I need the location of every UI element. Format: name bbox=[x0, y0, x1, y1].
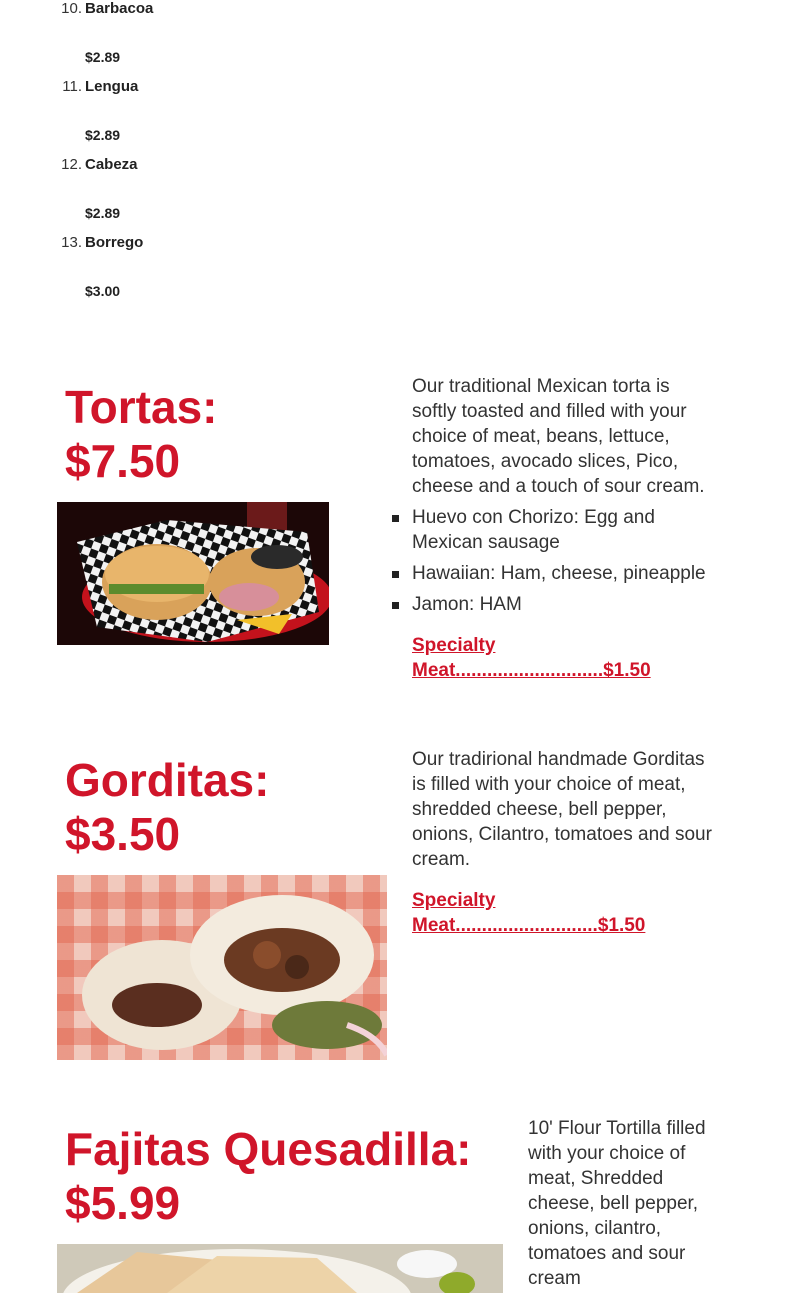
fajitas-title bbox=[65, 1122, 471, 1230]
gordita-image bbox=[57, 875, 387, 1060]
gorditas-title-price: $3.50 bbox=[65, 808, 181, 860]
gorditas-title bbox=[65, 753, 269, 861]
list-item bbox=[0, 156, 400, 234]
specialty-price: Meat............................$1.50 bbox=[412, 660, 651, 681]
list-item: Jamon: HAM bbox=[412, 592, 712, 617]
item-price: $3.00 bbox=[85, 283, 121, 299]
list-item bbox=[0, 78, 400, 156]
item-number: 10. bbox=[61, 0, 82, 17]
list-item: Hawaiian: Ham, cheese, pineapple bbox=[412, 561, 712, 586]
item-number: 12. bbox=[61, 156, 82, 173]
fajitas-title-name: Fajitas Quesadilla: bbox=[65, 1123, 472, 1175]
tortas-options bbox=[412, 505, 712, 623]
fajitas-title-price: $5.99 bbox=[65, 1177, 181, 1229]
tortas-specialty-meat-link[interactable] bbox=[412, 633, 651, 683]
quesadilla-image bbox=[57, 1244, 503, 1293]
list-item bbox=[0, 234, 400, 312]
item-price: $2.89 bbox=[85, 49, 121, 65]
gorditas-title-name: Gorditas: bbox=[65, 754, 270, 806]
tortas-title-name: Tortas: bbox=[65, 381, 218, 433]
tortas-title-price: $7.50 bbox=[65, 435, 181, 487]
item-price: $2.89 bbox=[85, 127, 121, 143]
torta-image bbox=[57, 502, 329, 645]
item-price: $2.89 bbox=[85, 205, 121, 221]
specialty-label: Specialty bbox=[412, 890, 496, 911]
list-item: Huevo con Chorizo: Egg and Mexican sausage bbox=[412, 505, 712, 555]
tortas-title bbox=[65, 380, 218, 488]
item-name: Cabeza bbox=[85, 156, 138, 173]
quesadilla-illustration bbox=[57, 1244, 503, 1293]
item-name: Borrego bbox=[85, 234, 144, 251]
torta-illustration bbox=[57, 502, 329, 645]
item-number: 13. bbox=[61, 234, 82, 251]
item-name: Lengua bbox=[85, 78, 139, 95]
gorditas-description: Our tradirional handmade Gorditas is filled with your choice of meat, shredded cheese, bell pepper, onions, Cilantro, tomatoes and sour cream. bbox=[412, 749, 712, 870]
specialty-label: Specialty bbox=[412, 635, 496, 656]
tortas-description: Our traditional Mexican torta is softly toasted and filled with your choice of meat, beans, lettuce, tomatoes, avocado slices, Pico, cheese and a touch of sour cream. bbox=[412, 376, 705, 497]
item-number: 11. bbox=[62, 78, 82, 95]
fajitas-description: 10' Flour Tortilla filled with your choice of meat, Shredded cheese, bell pepper, onions, cilantro, tomatoes and sour cream bbox=[528, 1118, 706, 1289]
specialty-price: Meat...........................$1.50 bbox=[412, 915, 646, 936]
item-name: Barbacoa bbox=[85, 0, 154, 17]
gorditas-specialty-meat-link[interactable] bbox=[412, 888, 645, 938]
gordita-illustration bbox=[57, 875, 387, 1060]
list-item bbox=[0, 0, 400, 78]
